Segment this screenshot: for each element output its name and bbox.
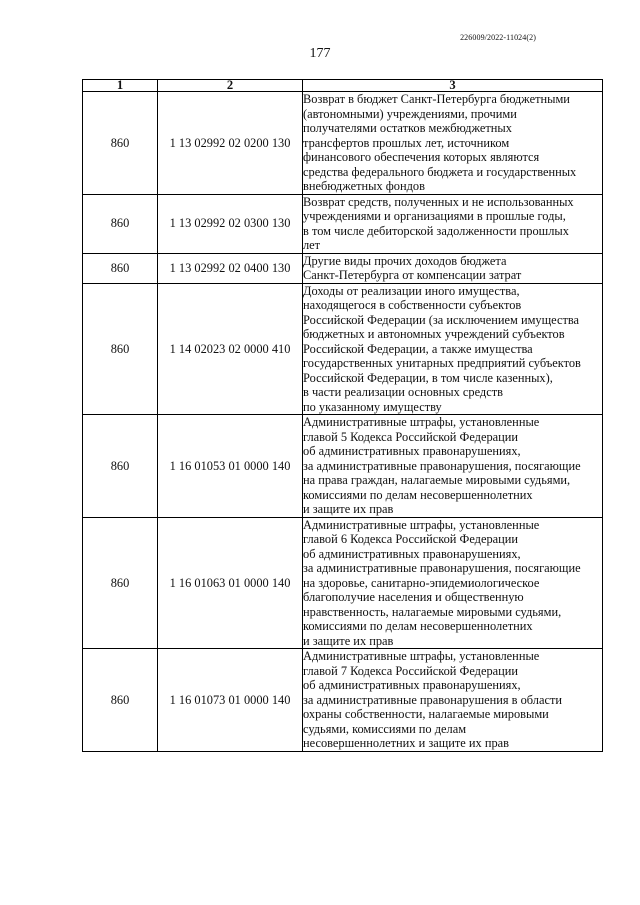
- description-line: учреждениями и организациями в прошлые годы,: [303, 209, 566, 223]
- budget-code-cell: 1 14 02023 02 0000 410: [158, 283, 303, 415]
- budget-code-cell: 1 16 01063 01 0000 140: [158, 517, 303, 649]
- description-line: Российской Федерации, а также имущества: [303, 341, 533, 356]
- description-line: Административные штрафы, установленные: [303, 415, 540, 429]
- table-header-row: [83, 80, 603, 92]
- admin-code-cell: 860: [83, 283, 158, 415]
- description-line: главой 7 Кодекса Российской Федерации: [303, 663, 519, 678]
- description-line: об административных правонарушениях,: [303, 444, 521, 458]
- description-cell: [303, 92, 603, 195]
- description-line: и защите их прав: [303, 502, 394, 516]
- table-row: [83, 415, 603, 518]
- column-header-1: 1: [83, 80, 158, 92]
- page-number: 177: [309, 46, 331, 61]
- description-line: (автономными) учреждениями, прочими: [303, 106, 517, 121]
- description-line: комиссиями по делам несовершеннолетних: [303, 487, 533, 502]
- description-line: охраны собственности, налагаемые мировыми: [303, 707, 549, 721]
- description-line: в части реализации основных средств: [303, 385, 504, 399]
- description-line: средства федерального бюджета и государственных: [303, 164, 577, 179]
- description-line: нравственность, налагаемые мировыми судьями,: [303, 604, 562, 619]
- description-line: за административные правонарушения, посягающие: [303, 561, 581, 575]
- description-line: в том числе дебиторской задолженности прошлых: [303, 223, 569, 238]
- description-line: находящегося в собственности субъектов: [303, 298, 522, 312]
- description-line: и защите их прав: [303, 633, 394, 648]
- description-line: Санкт-Петербурга от компенсации затрат: [303, 268, 522, 282]
- description-line: на здоровье, санитарно-эпидемиологическое: [303, 575, 540, 590]
- table-row: [83, 253, 603, 283]
- description-line: об административных правонарушениях,: [303, 546, 521, 561]
- description-line: по указанному имуществу: [303, 399, 442, 414]
- admin-code-cell: 860: [83, 92, 158, 195]
- description-cell: [303, 253, 603, 283]
- admin-code-cell: 860: [83, 194, 158, 253]
- table-body: [83, 92, 603, 752]
- description-cell: [303, 194, 603, 253]
- description-cell: [303, 517, 603, 649]
- description-line: судьями, комиссиями по делам: [303, 721, 467, 736]
- description-line: Административные штрафы, установленные: [303, 649, 540, 663]
- description-line: за административные правонарушения, посягающие: [303, 458, 581, 473]
- description-line: получателями остатков межбюджетных: [303, 121, 512, 135]
- description-line: внебюджетных фондов: [303, 179, 425, 193]
- budget-code-cell: 1 13 02992 02 0300 130: [158, 194, 303, 253]
- description-line: Возврат средств, полученных и не использованных: [303, 194, 574, 209]
- admin-code-cell: 860: [83, 415, 158, 518]
- description-line: государственных унитарных предприятий субъектов: [303, 356, 581, 370]
- table-row: [83, 92, 603, 195]
- description-line: на права граждан, налагаемые мировыми судьями,: [303, 473, 571, 487]
- table-row: [83, 649, 603, 752]
- description-cell: [303, 649, 603, 752]
- budget-classification-table: [82, 79, 603, 752]
- table-row: [83, 283, 603, 415]
- budget-code-cell: 1 13 02992 02 0200 130: [158, 92, 303, 195]
- admin-code-cell: 860: [83, 517, 158, 649]
- description-line: главой 6 Кодекса Российской Федерации: [303, 532, 519, 546]
- description-line: Российской Федерации (за исключением имущества: [303, 312, 580, 327]
- description-line: Российской Федерации, в том числе казенных),: [303, 370, 553, 385]
- budget-code-cell: 1 13 02992 02 0400 130: [158, 253, 303, 283]
- description-line: Другие виды прочих доходов бюджета: [303, 253, 507, 268]
- admin-code-cell: 860: [83, 253, 158, 283]
- column-header-2: 2: [158, 80, 303, 92]
- description-line: Возврат в бюджет Санкт-Петербурга бюджетными: [303, 92, 570, 106]
- description-line: лет: [303, 238, 321, 252]
- table-row: [83, 194, 603, 253]
- budget-code-cell: 1 16 01073 01 0000 140: [158, 649, 303, 752]
- admin-code-cell: 860: [83, 649, 158, 752]
- description-line: несовершеннолетних и защите их прав: [303, 736, 510, 750]
- column-header-3: 3: [303, 80, 603, 92]
- description-line: комиссиями по делам несовершеннолетних: [303, 619, 533, 633]
- description-line: финансового обеспечения которых являются: [303, 150, 540, 164]
- budget-code-cell: 1 16 01053 01 0000 140: [158, 415, 303, 518]
- description-cell: [303, 283, 603, 415]
- description-line: за административные правонарушения в области: [303, 692, 563, 707]
- description-line: Доходы от реализации иного имущества,: [303, 283, 520, 298]
- table-row: [83, 517, 603, 649]
- description-line: трансфертов прошлых лет, источником: [303, 135, 510, 150]
- description-line: благополучие населения и общественную: [303, 590, 524, 604]
- description-line: бюджетных и автономных учреждений субъектов: [303, 327, 565, 341]
- document-id: 226009/2022-11024(2): [460, 33, 536, 42]
- description-line: Административные штрафы, установленные: [303, 517, 540, 532]
- description-line: об административных правонарушениях,: [303, 678, 521, 692]
- description-line: главой 5 Кодекса Российской Федерации: [303, 429, 519, 444]
- description-cell: [303, 415, 603, 518]
